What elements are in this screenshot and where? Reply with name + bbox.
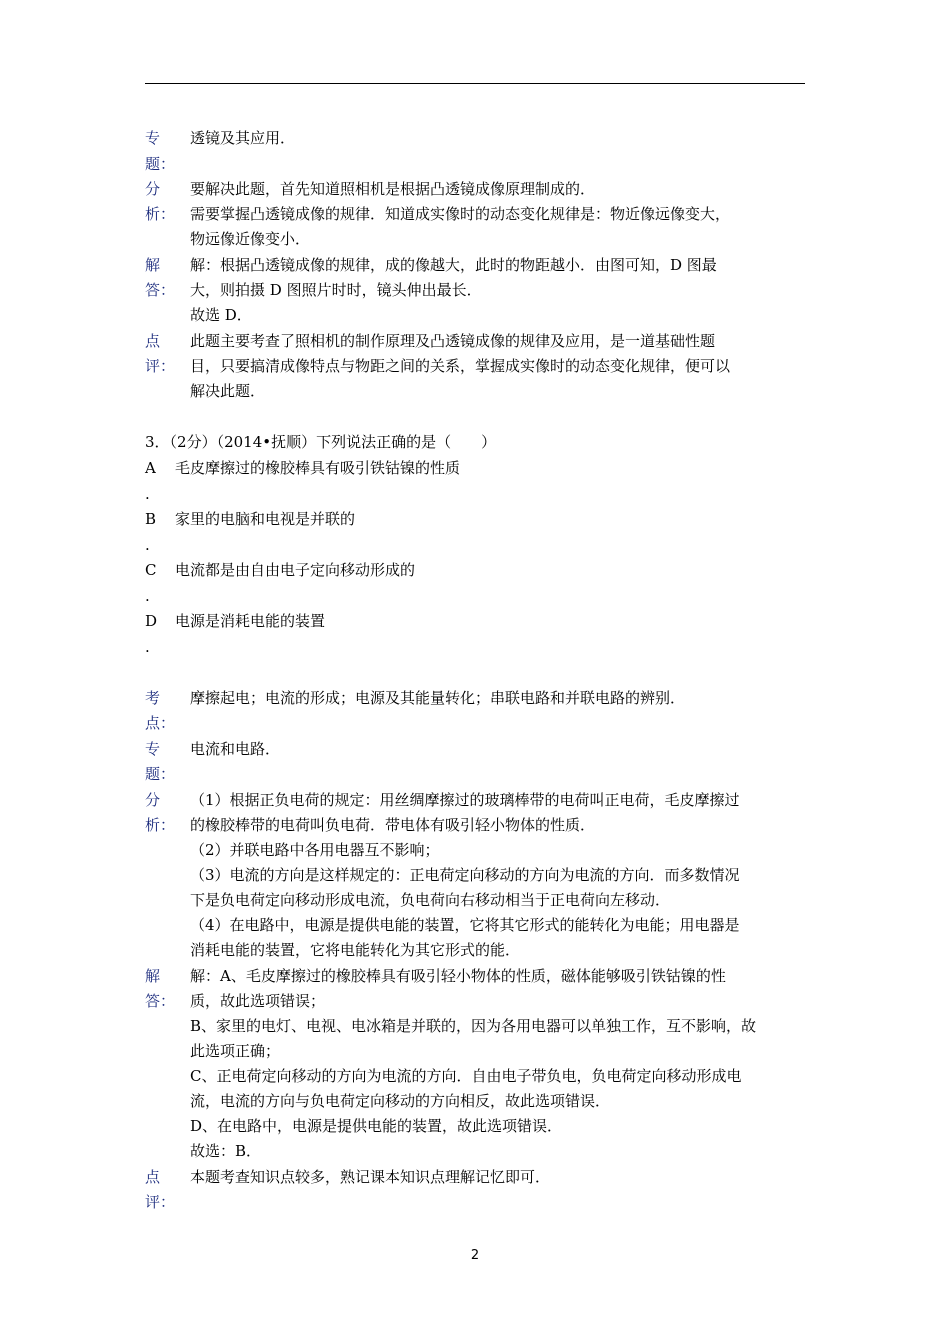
- q3-fenxi-line: 消耗电能的装置，它将电能转化为其它形式的能．: [190, 941, 521, 959]
- q2-jieda-line: 故选 D．: [190, 306, 252, 324]
- q3-fenxi-line: （2）并联电路中各用电器互不影响；: [190, 841, 440, 859]
- q3-zhuanti-text: 电流和电路．: [190, 740, 281, 758]
- q2-fenxi-line: 要解决此题，首先知道照相机是根据凸透镜成像原理制成的．: [190, 180, 596, 198]
- q3-kaodian-label-1: 考: [145, 689, 161, 707]
- q3-kaodian-label-2: 点：: [145, 714, 176, 732]
- q3-jieda-line: 流，电流的方向与负电荷定向移动的方向相反，故此选项错误．: [190, 1092, 611, 1110]
- q3-fenxi-line: （3）电流的方向是这样规定的：正电荷定向移动的方向为电流的方向．而多数情况: [190, 866, 740, 884]
- q3-kaodian-text: 摩擦起电；电流的形成；电源及其能量转化；串联电路和并联电路的辨别．: [190, 689, 686, 707]
- header-rule: [145, 83, 805, 84]
- q2-jieda-line: 解：根据凸透镜成像的规律，成的像越大，此时的物距越小．由图可知，D 图最: [190, 256, 717, 274]
- q2-dianping-label-1: 点: [145, 332, 161, 350]
- q2-jieda-label-1: 解: [145, 256, 161, 274]
- q2-fenxi-label-2: 析：: [145, 205, 176, 223]
- q2-dianping-line: 此题主要考查了照相机的制作原理及凸透镜成像的规律及应用，是一道基础性题: [190, 332, 716, 350]
- q3-zhuanti-label-1: 专: [145, 740, 161, 758]
- q3-dianping-text: 本题考查知识点较多，熟记课本知识点理解记忆即可．: [190, 1168, 551, 1186]
- q2-dianping-line: 目，只要搞清成像特点与物距之间的关系，掌握成实像时的动态变化规律，便可以: [190, 357, 731, 375]
- q3-stem: 3．（2分）（2014•抚顺）下列说法正确的是（ ）: [145, 433, 497, 451]
- q3-dianping-label-2: 评：: [145, 1193, 176, 1211]
- q3-jieda-label-2: 答：: [145, 992, 176, 1010]
- q2-jieda-label-2: 答：: [145, 281, 176, 299]
- q3-fenxi-line: 下是负电荷定向移动形成电流，负电荷向右移动相当于正电荷向左移动．: [190, 891, 671, 909]
- q3-option-a-letter: A: [145, 459, 156, 477]
- q3-fenxi-line: 的橡胶棒带的电荷叫负电荷．带电体有吸引轻小物体的性质．: [190, 816, 596, 834]
- q3-jieda-line: 质，故此选项错误；: [190, 992, 326, 1010]
- q3-jieda-line: 解：A、毛皮摩擦过的橡胶棒具有吸引轻小物体的性质，磁体能够吸引铁钴镍的性: [190, 967, 726, 985]
- q3-jieda-line: 此选项正确；: [190, 1042, 281, 1060]
- q2-fenxi-label-1: 分: [145, 180, 161, 198]
- q3-fenxi-line: （1）根据正负电荷的规定：用丝绸摩擦过的玻璃棒带的电荷叫正电荷，毛皮摩擦过: [190, 791, 740, 809]
- q3-fenxi-label-2: 析：: [145, 816, 176, 834]
- q2-dianping-label-2: 评：: [145, 357, 176, 375]
- q2-zhuanti-label-2: 题：: [145, 155, 176, 173]
- q3-jieda-line: 故选：B．: [190, 1142, 262, 1160]
- q3-jieda-line: B、家里的电灯、电视、电冰箱是并联的，因为各用电器可以单独工作，互不影响，故: [190, 1017, 757, 1035]
- q2-dianping-line: 解决此题．: [190, 382, 266, 400]
- q2-zhuanti-text: 透镜及其应用．: [190, 129, 296, 147]
- q3-option-a-text: 毛皮摩擦过的橡胶棒具有吸引铁钴镍的性质: [175, 459, 461, 477]
- q3-option-b-dot: .: [145, 536, 150, 554]
- q3-zhuanti-label-2: 题：: [145, 765, 176, 783]
- q3-fenxi-label-1: 分: [145, 791, 161, 809]
- q3-option-c-letter: C: [145, 561, 157, 579]
- q2-jieda-line: 大，则拍摄 D 图照片时时，镜头伸出最长．: [190, 281, 482, 299]
- q3-option-b-letter: B: [145, 510, 157, 528]
- q3-option-a-dot: .: [145, 485, 150, 503]
- q3-option-d-letter: D: [145, 612, 158, 630]
- q3-option-d-dot: .: [145, 638, 150, 656]
- q3-option-b-text: 家里的电脑和电视是并联的: [175, 510, 356, 528]
- q3-jieda-line: C、正电荷定向移动的方向为电流的方向．自由电子带负电，负电荷定向移动形成电: [190, 1067, 742, 1085]
- q2-fenxi-line: 需要掌握凸透镜成像的规律．知道成实像时的动态变化规律是：物近像远像变大，: [190, 205, 731, 223]
- q3-jieda-label-1: 解: [145, 967, 161, 985]
- q3-option-c-dot: .: [145, 587, 150, 605]
- q3-option-d-text: 电源是消耗电能的装置: [175, 612, 326, 630]
- q3-jieda-line: D、在电路中，电源是提供电能的装置，故此选项错误．: [190, 1117, 563, 1135]
- page-number: 2: [470, 1248, 480, 1263]
- q2-fenxi-line: 物远像近像变小．: [190, 230, 311, 248]
- q2-zhuanti-label-1: 专: [145, 129, 161, 147]
- q3-option-c-text: 电流都是由自由电子定向移动形成的: [175, 561, 416, 579]
- q3-fenxi-line: （4）在电路中，电源是提供电能的装置，它将其它形式的能转化为电能；用电器是: [190, 916, 740, 934]
- q3-dianping-label-1: 点: [145, 1168, 161, 1186]
